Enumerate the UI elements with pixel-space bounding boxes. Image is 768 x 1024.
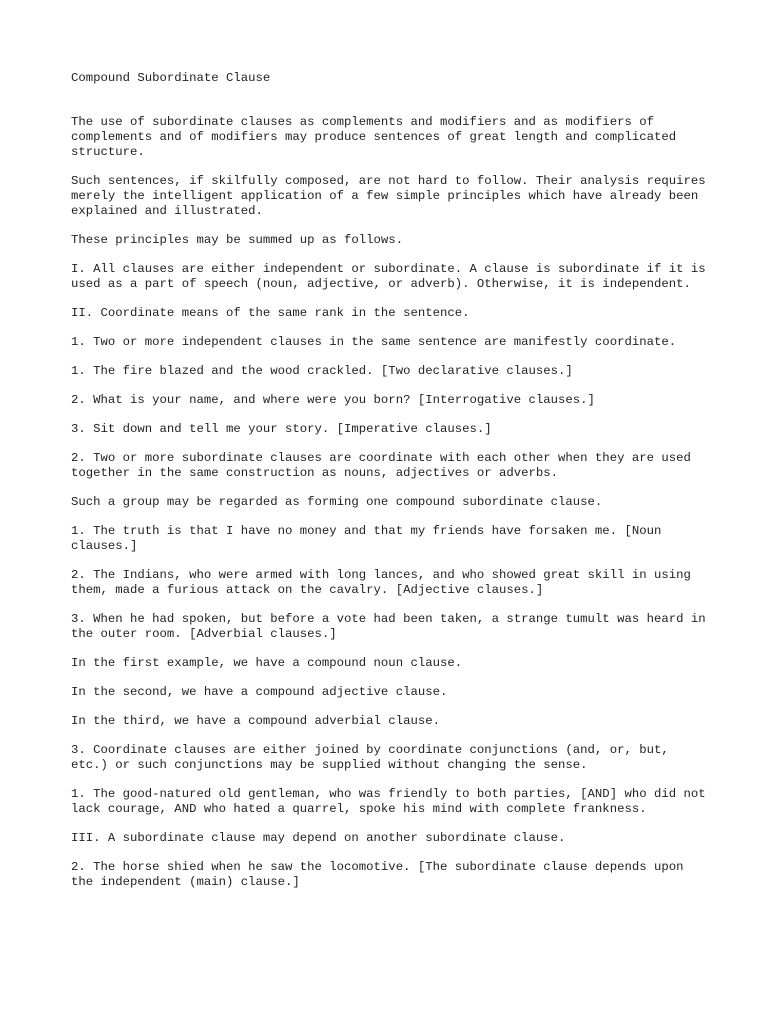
paragraph: The use of subordinate clauses as complements and modifiers and as modifiers of complements and of modifiers may produce sentences of great length and complicated structure. bbox=[71, 115, 677, 159]
paragraph: 3. Sit down and tell me your story. [Imperative clauses.] bbox=[71, 422, 492, 436]
paragraph: II. Coordinate means of the same rank in the sentence. bbox=[71, 306, 470, 320]
document-body bbox=[71, 71, 711, 904]
paragraph: 1. Two or more independent clauses in the same sentence are manifestly coordinate. bbox=[71, 335, 677, 349]
paragraph: These principles may be summed up as follows. bbox=[71, 233, 404, 247]
paragraph: 2. What is your name, and where were you born? [Interrogative clauses.] bbox=[71, 393, 595, 407]
paragraph: I. All clauses are either independent or subordinate. A clause is subordinate if it is used as a part of speech (noun, adjective, or adverb). Otherwise, it is independent. bbox=[71, 262, 706, 291]
paragraph: III. A subordinate clause may depend on another subordinate clause. bbox=[71, 831, 566, 845]
paragraph: 2. The Indians, who were armed with long lances, and who showed great skill in using them, made a furious attack on the cavalry. [Adjective clauses.] bbox=[71, 568, 691, 597]
paragraph: 3. Coordinate clauses are either joined by coordinate conjunctions (and, or, but, etc.) or such conjunctions may be supplied without changing the sense. bbox=[71, 743, 669, 772]
paragraph: 1. The truth is that I have no money and that my friends have forsaken me. [Noun clauses.] bbox=[71, 524, 662, 553]
paragraph: Such sentences, if skilfully composed, are not hard to follow. Their analysis requires merely the intelligent application of a few simple principles which have already been explained and illustrated. bbox=[71, 174, 706, 218]
paragraph: 3. When he had spoken, but before a vote had been taken, a strange tumult was heard in the outer room. [Adverbial clauses.] bbox=[71, 612, 706, 641]
paragraph: 1. The good-natured old gentleman, who was friendly to both parties, [AND] who did not lack courage, AND who hated a quarrel, spoke his mind with complete frankness. bbox=[71, 787, 706, 816]
document-title: Compound Subordinate Clause bbox=[71, 71, 271, 85]
paragraph: 1. The fire blazed and the wood crackled. [Two declarative clauses.] bbox=[71, 364, 573, 378]
paragraph: In the third, we have a compound adverbial clause. bbox=[71, 714, 440, 728]
paragraph: 2. Two or more subordinate clauses are coordinate with each other when they are used together in the same construction as nouns, adjectives or adverbs. bbox=[71, 451, 691, 480]
paragraph: In the second, we have a compound adjective clause. bbox=[71, 685, 448, 699]
paragraph: 2. The horse shied when he saw the locomotive. [The subordinate clause depends upon the independent (main) clause.] bbox=[71, 860, 684, 889]
paragraph: In the first example, we have a compound noun clause. bbox=[71, 656, 463, 670]
paragraph: Such a group may be regarded as forming one compound subordinate clause. bbox=[71, 495, 603, 509]
